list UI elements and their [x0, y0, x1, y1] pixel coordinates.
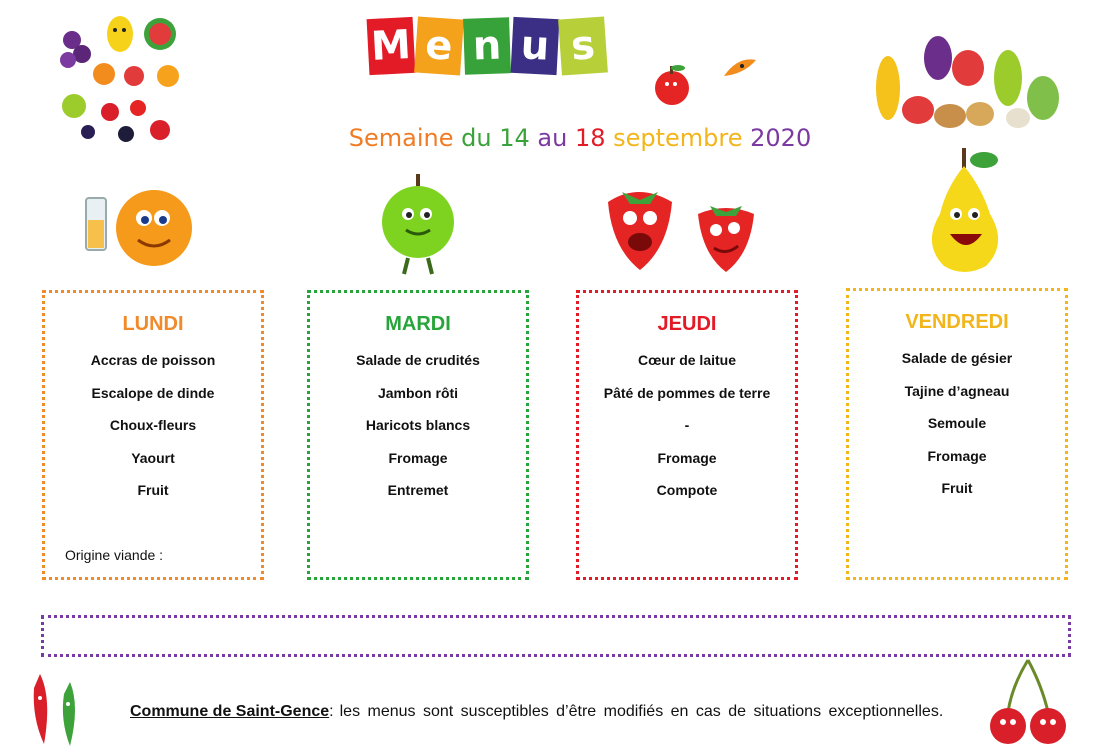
notice-banner	[41, 615, 1071, 657]
cherries-icon	[982, 656, 1078, 748]
menus-logo	[368, 18, 608, 82]
list-item: Entremet	[387, 482, 449, 498]
week-part: septembre	[613, 124, 751, 152]
list-item: Haricots blancs	[365, 417, 471, 433]
carrot-mascot-icon	[720, 52, 760, 82]
list-item: Semoule	[927, 415, 987, 431]
list-item: Escalope de dinde	[91, 384, 215, 401]
strawberries-mascot-icon	[598, 178, 762, 276]
day-card-mardi	[307, 290, 529, 580]
menu-list	[849, 342, 1065, 505]
list-item: Fromage	[388, 449, 448, 466]
list-item: Accras de poisson	[90, 352, 216, 368]
logo-letter: s	[558, 16, 608, 75]
week-part: 18	[574, 124, 614, 152]
commune-name: Commune de Saint-Gence	[130, 703, 330, 720]
day-card-vendredi	[846, 288, 1068, 580]
list-item: Yaourt	[131, 449, 175, 466]
day-title: VENDREDI	[905, 311, 1009, 333]
list-item: Pâté de pommes de terre	[603, 384, 771, 401]
list-item: Salade de crudités	[356, 352, 480, 368]
list-item: -	[684, 417, 690, 433]
logo-letter: u	[511, 17, 560, 75]
list-item: Choux-fleurs	[109, 417, 197, 433]
menu-list	[579, 344, 795, 507]
list-item: Cœur de laitue	[637, 352, 736, 368]
list-item: Fromage	[927, 447, 987, 464]
footer-separator: :	[329, 703, 334, 720]
week-part: 2020	[750, 124, 812, 152]
list-item: Fruit	[137, 482, 169, 498]
fruits-cluster-icon	[52, 10, 184, 142]
logo-letter: M	[367, 17, 416, 75]
week-part: du	[461, 124, 500, 152]
week-part: au	[537, 124, 575, 152]
list-item: Salade de gésier	[901, 350, 1013, 366]
day-title: LUNDI	[122, 313, 184, 335]
apple-mascot-icon	[648, 60, 694, 108]
list-item: Tajine d’agneau	[904, 382, 1010, 399]
vegetables-cluster-icon	[868, 18, 1064, 130]
list-item: Jambon rôti	[377, 384, 459, 401]
list-item: Fruit	[941, 480, 973, 496]
day-title: MARDI	[385, 313, 451, 335]
list-item: Compote	[656, 482, 718, 498]
orange-mascot-icon	[80, 180, 212, 278]
menu-list	[310, 344, 526, 507]
origin-viande-label: Origine viande :	[65, 547, 164, 563]
logo-letter: e	[414, 16, 464, 75]
day-title: JEUDI	[657, 313, 717, 335]
day-card-jeudi	[576, 290, 798, 580]
chili-peppers-icon	[22, 668, 100, 748]
green-apple-mascot-icon	[368, 172, 468, 278]
footer-text: les menus sont susceptibles d’être modifiés en cas de situations exceptionnelles.	[339, 703, 944, 720]
week-part: Semaine	[348, 124, 462, 152]
day-card-lundi	[42, 290, 264, 580]
pear-mascot-icon	[916, 144, 1012, 278]
logo-letter: n	[463, 17, 511, 75]
footer-note	[130, 703, 970, 721]
list-item: Fromage	[657, 449, 717, 466]
week-part: 14	[499, 124, 538, 152]
menu-list	[45, 344, 261, 507]
